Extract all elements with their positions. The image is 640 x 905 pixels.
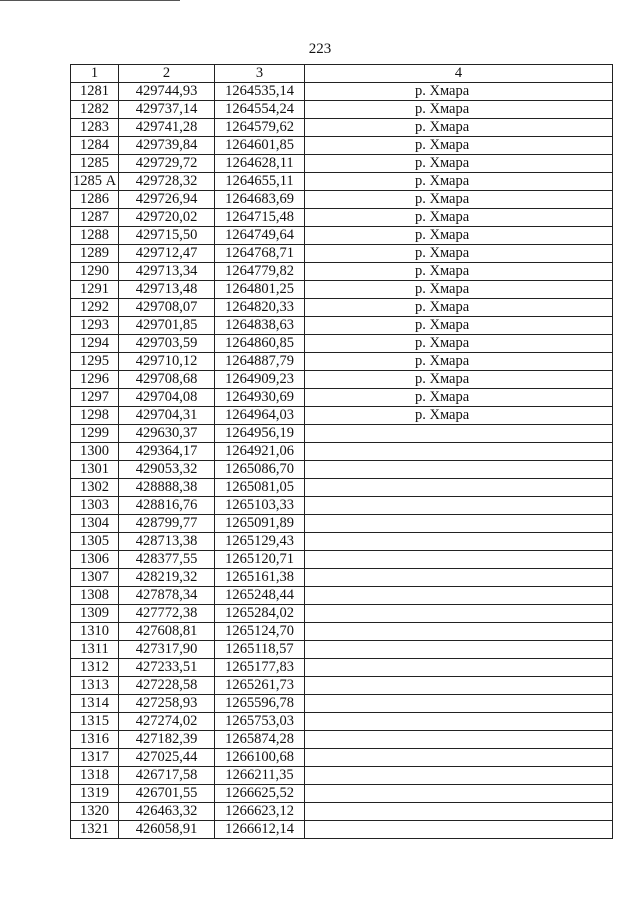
cell-y-coordinate: 1264655,11 [215, 173, 305, 191]
cell-description [305, 677, 613, 695]
cell-y-coordinate: 1266612,14 [215, 821, 305, 839]
table-row [71, 335, 613, 353]
cell-description [305, 551, 613, 569]
table-row [71, 443, 613, 461]
cell-y-coordinate: 1264801,25 [215, 281, 305, 299]
cell-point-number: 1310 [71, 623, 119, 641]
cell-x-coordinate: 429708,68 [119, 371, 215, 389]
table-row [71, 533, 613, 551]
cell-description: р. Хмара [305, 407, 613, 425]
cell-y-coordinate: 1264683,69 [215, 191, 305, 209]
cell-description [305, 533, 613, 551]
cell-description: р. Хмара [305, 245, 613, 263]
cell-description [305, 443, 613, 461]
column-header-description: 4 [305, 65, 613, 83]
table-row [71, 119, 613, 137]
cell-y-coordinate: 1265753,03 [215, 713, 305, 731]
cell-point-number: 1282 [71, 101, 119, 119]
cell-y-coordinate: 1265091,89 [215, 515, 305, 533]
cell-x-coordinate: 429713,48 [119, 281, 215, 299]
cell-description: р. Хмара [305, 83, 613, 101]
cell-point-number: 1297 [71, 389, 119, 407]
cell-x-coordinate: 427233,51 [119, 659, 215, 677]
cell-y-coordinate: 1266623,12 [215, 803, 305, 821]
cell-x-coordinate: 429710,12 [119, 353, 215, 371]
cell-y-coordinate: 1265086,70 [215, 461, 305, 479]
cell-y-coordinate: 1265124,70 [215, 623, 305, 641]
cell-x-coordinate: 429630,37 [119, 425, 215, 443]
cell-y-coordinate: 1264749,64 [215, 227, 305, 245]
table-row [71, 137, 613, 155]
cell-description: р. Хмара [305, 173, 613, 191]
cell-point-number: 1299 [71, 425, 119, 443]
cell-description: р. Хмара [305, 209, 613, 227]
cell-x-coordinate: 427258,93 [119, 695, 215, 713]
table-row [71, 659, 613, 677]
table-row [71, 389, 613, 407]
cell-x-coordinate: 429712,47 [119, 245, 215, 263]
cell-point-number: 1302 [71, 479, 119, 497]
page-number: 223 [308, 41, 332, 57]
cell-description [305, 659, 613, 677]
table-row [71, 749, 613, 767]
cell-y-coordinate: 1265118,57 [215, 641, 305, 659]
cell-y-coordinate: 1264930,69 [215, 389, 305, 407]
cell-description: р. Хмара [305, 371, 613, 389]
cell-x-coordinate: 429729,72 [119, 155, 215, 173]
table-row [71, 461, 613, 479]
cell-x-coordinate: 427772,38 [119, 605, 215, 623]
cell-description [305, 569, 613, 587]
table-row [71, 101, 613, 119]
table-row [71, 353, 613, 371]
cell-point-number: 1289 [71, 245, 119, 263]
cell-description: р. Хмара [305, 299, 613, 317]
cell-point-number: 1305 [71, 533, 119, 551]
cell-description [305, 479, 613, 497]
table-row [71, 605, 613, 623]
cell-point-number: 1284 [71, 137, 119, 155]
cell-point-number: 1285 А [71, 173, 119, 191]
cell-description [305, 425, 613, 443]
table-row [71, 551, 613, 569]
cell-y-coordinate: 1264956,19 [215, 425, 305, 443]
cell-y-coordinate: 1264554,24 [215, 101, 305, 119]
cell-y-coordinate: 1264964,03 [215, 407, 305, 425]
cell-x-coordinate: 429726,94 [119, 191, 215, 209]
cell-y-coordinate: 1264838,63 [215, 317, 305, 335]
cell-description: р. Хмара [305, 101, 613, 119]
table-row [71, 479, 613, 497]
cell-description: р. Хмара [305, 227, 613, 245]
cell-description [305, 641, 613, 659]
cell-point-number: 1291 [71, 281, 119, 299]
cell-point-number: 1312 [71, 659, 119, 677]
cell-y-coordinate: 1264820,33 [215, 299, 305, 317]
cell-x-coordinate: 427182,39 [119, 731, 215, 749]
cell-x-coordinate: 427608,81 [119, 623, 215, 641]
table-row [71, 641, 613, 659]
cell-description [305, 767, 613, 785]
coordinates-table [70, 64, 613, 839]
table-row [71, 425, 613, 443]
table-header [71, 65, 613, 83]
cell-description: р. Хмара [305, 281, 613, 299]
cell-y-coordinate: 1264601,85 [215, 137, 305, 155]
cell-point-number: 1307 [71, 569, 119, 587]
cell-y-coordinate: 1264779,82 [215, 263, 305, 281]
cell-x-coordinate: 426717,58 [119, 767, 215, 785]
cell-point-number: 1321 [71, 821, 119, 839]
cell-y-coordinate: 1265081,05 [215, 479, 305, 497]
column-header-y: 3 [215, 65, 305, 83]
cell-point-number: 1308 [71, 587, 119, 605]
cell-x-coordinate: 429364,17 [119, 443, 215, 461]
cell-point-number: 1287 [71, 209, 119, 227]
cell-point-number: 1313 [71, 677, 119, 695]
cell-x-coordinate: 429728,32 [119, 173, 215, 191]
cell-description [305, 497, 613, 515]
table-row [71, 299, 613, 317]
table-row [71, 317, 613, 335]
table-row [71, 155, 613, 173]
cell-y-coordinate: 1264860,85 [215, 335, 305, 353]
table-row [71, 713, 613, 731]
table-row [71, 623, 613, 641]
cell-point-number: 1315 [71, 713, 119, 731]
cell-point-number: 1301 [71, 461, 119, 479]
cell-point-number: 1283 [71, 119, 119, 137]
cell-y-coordinate: 1265129,43 [215, 533, 305, 551]
cell-point-number: 1316 [71, 731, 119, 749]
cell-description [305, 785, 613, 803]
cell-x-coordinate: 429715,50 [119, 227, 215, 245]
cell-description [305, 731, 613, 749]
cell-y-coordinate: 1265261,73 [215, 677, 305, 695]
header-row [71, 65, 613, 83]
cell-y-coordinate: 1265284,02 [215, 605, 305, 623]
cell-point-number: 1309 [71, 605, 119, 623]
cell-y-coordinate: 1265103,33 [215, 497, 305, 515]
cell-x-coordinate: 429741,28 [119, 119, 215, 137]
cell-x-coordinate: 426058,91 [119, 821, 215, 839]
cell-point-number: 1285 [71, 155, 119, 173]
cell-x-coordinate: 428888,38 [119, 479, 215, 497]
cell-x-coordinate: 427878,34 [119, 587, 215, 605]
cell-point-number: 1304 [71, 515, 119, 533]
cell-description [305, 461, 613, 479]
cell-y-coordinate: 1265248,44 [215, 587, 305, 605]
table-row [71, 245, 613, 263]
cell-point-number: 1294 [71, 335, 119, 353]
table-row [71, 803, 613, 821]
cell-point-number: 1319 [71, 785, 119, 803]
cell-x-coordinate: 426701,55 [119, 785, 215, 803]
table-row [71, 569, 613, 587]
cell-description [305, 623, 613, 641]
cell-x-coordinate: 429708,07 [119, 299, 215, 317]
cell-y-coordinate: 1264909,23 [215, 371, 305, 389]
table-row [71, 173, 613, 191]
cell-point-number: 1320 [71, 803, 119, 821]
cell-description [305, 803, 613, 821]
cell-x-coordinate: 426463,32 [119, 803, 215, 821]
cell-description: р. Хмара [305, 263, 613, 281]
table-row [71, 785, 613, 803]
table-row [71, 371, 613, 389]
cell-x-coordinate: 428799,77 [119, 515, 215, 533]
cell-point-number: 1306 [71, 551, 119, 569]
table-row [71, 227, 613, 245]
cell-point-number: 1281 [71, 83, 119, 101]
cell-y-coordinate: 1265177,83 [215, 659, 305, 677]
cell-point-number: 1288 [71, 227, 119, 245]
table-row [71, 191, 613, 209]
cell-y-coordinate: 1264579,62 [215, 119, 305, 137]
cell-point-number: 1286 [71, 191, 119, 209]
table-row [71, 677, 613, 695]
cell-y-coordinate: 1264921,06 [215, 443, 305, 461]
cell-y-coordinate: 1266211,35 [215, 767, 305, 785]
table-row [71, 263, 613, 281]
cell-x-coordinate: 429701,85 [119, 317, 215, 335]
cell-x-coordinate: 427228,58 [119, 677, 215, 695]
cell-description [305, 695, 613, 713]
cell-description: р. Хмара [305, 335, 613, 353]
cell-point-number: 1317 [71, 749, 119, 767]
cell-description [305, 749, 613, 767]
cell-x-coordinate: 428219,32 [119, 569, 215, 587]
cell-point-number: 1303 [71, 497, 119, 515]
cell-point-number: 1295 [71, 353, 119, 371]
cell-x-coordinate: 428377,55 [119, 551, 215, 569]
cell-x-coordinate: 429739,84 [119, 137, 215, 155]
cell-x-coordinate: 427317,90 [119, 641, 215, 659]
cell-description [305, 587, 613, 605]
cell-description: р. Хмара [305, 389, 613, 407]
table-row [71, 515, 613, 533]
cell-description [305, 605, 613, 623]
cell-x-coordinate: 428816,76 [119, 497, 215, 515]
table-row [71, 209, 613, 227]
cell-description: р. Хмара [305, 353, 613, 371]
cell-description: р. Хмара [305, 317, 613, 335]
cell-x-coordinate: 427025,44 [119, 749, 215, 767]
cell-x-coordinate: 428713,38 [119, 533, 215, 551]
cell-y-coordinate: 1265874,28 [215, 731, 305, 749]
cell-point-number: 1318 [71, 767, 119, 785]
cell-x-coordinate: 429713,34 [119, 263, 215, 281]
cell-point-number: 1296 [71, 371, 119, 389]
cell-x-coordinate: 427274,02 [119, 713, 215, 731]
cell-x-coordinate: 429704,31 [119, 407, 215, 425]
cell-point-number: 1311 [71, 641, 119, 659]
cell-y-coordinate: 1264887,79 [215, 353, 305, 371]
cell-description [305, 515, 613, 533]
cell-x-coordinate: 429704,08 [119, 389, 215, 407]
cell-point-number: 1292 [71, 299, 119, 317]
cell-description [305, 713, 613, 731]
cell-y-coordinate: 1265596,78 [215, 695, 305, 713]
cell-y-coordinate: 1264535,14 [215, 83, 305, 101]
cell-x-coordinate: 429744,93 [119, 83, 215, 101]
cell-point-number: 1290 [71, 263, 119, 281]
cell-point-number: 1314 [71, 695, 119, 713]
table-row [71, 767, 613, 785]
cell-description: р. Хмара [305, 137, 613, 155]
table-row [71, 731, 613, 749]
cell-point-number: 1293 [71, 317, 119, 335]
cell-y-coordinate: 1265120,71 [215, 551, 305, 569]
table-row [71, 821, 613, 839]
cell-x-coordinate: 429737,14 [119, 101, 215, 119]
cell-description: р. Хмара [305, 119, 613, 137]
column-header-x: 2 [119, 65, 215, 83]
top-rule [0, 0, 180, 1]
cell-y-coordinate: 1266625,52 [215, 785, 305, 803]
cell-point-number: 1300 [71, 443, 119, 461]
cell-y-coordinate: 1266100,68 [215, 749, 305, 767]
table-row [71, 695, 613, 713]
table-body [71, 83, 613, 839]
cell-y-coordinate: 1265161,38 [215, 569, 305, 587]
cell-description [305, 821, 613, 839]
table-row [71, 497, 613, 515]
column-header-number: 1 [71, 65, 119, 83]
cell-x-coordinate: 429053,32 [119, 461, 215, 479]
cell-x-coordinate: 429703,59 [119, 335, 215, 353]
cell-x-coordinate: 429720,02 [119, 209, 215, 227]
table-row [71, 587, 613, 605]
cell-description: р. Хмара [305, 155, 613, 173]
cell-y-coordinate: 1264715,48 [215, 209, 305, 227]
cell-y-coordinate: 1264628,11 [215, 155, 305, 173]
cell-description: р. Хмара [305, 191, 613, 209]
table-row [71, 281, 613, 299]
table-row [71, 407, 613, 425]
cell-point-number: 1298 [71, 407, 119, 425]
cell-y-coordinate: 1264768,71 [215, 245, 305, 263]
table-row [71, 83, 613, 101]
